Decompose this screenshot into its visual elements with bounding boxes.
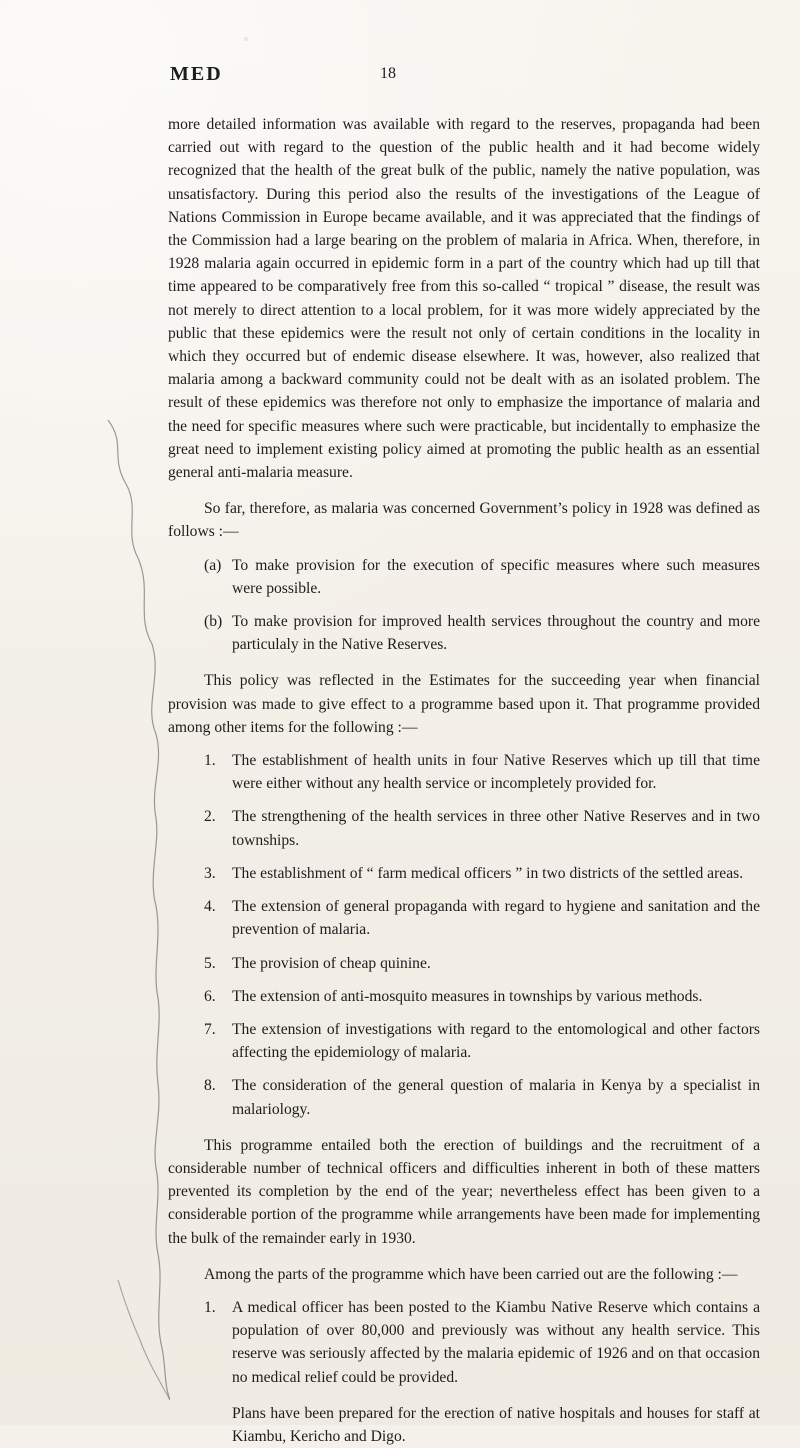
- programme-item-label: 1.: [204, 752, 216, 770]
- programme-item: [204, 749, 760, 795]
- carried-out-item-label: 1.: [204, 1298, 216, 1316]
- page-number: 18: [380, 65, 396, 82]
- margin-pencil-mark: [100, 420, 170, 1400]
- programme-item: [204, 862, 760, 885]
- programme-item-label: 6.: [204, 987, 216, 1005]
- programme-item-text: The provision of cheap quinine.: [232, 954, 431, 972]
- policy-item-label: (b): [204, 613, 223, 631]
- policy-item-label: (a): [204, 556, 222, 574]
- paragraph-intro: more detailed information was available with regard to the reserves, propaganda had been carried out with regard to the question of the public health and it had become widely recognized that the health of the great bulk of the public, namely the native population, was unsatisfactory. During this period also the results of the investigations of the League of Nations Commission in Europe became available, and it was appreciated that the findings of the Commission had a large bearing on the problem of malaria in Africa. When, therefore, in 1928 malaria again occurred in epidemic form in a part of the country which had up till that time appeared to be comparatively free from this so-called “ tropical ” disease, the result was not merely to direct attention to a local problem, for it was more widely appreciated by the public that these epidemics were the result not only of certain conditions in the locality in which they occurred but of endemic disease elsewhere. It was, however, also realized that malaria among a backward community could not be dealt with as an isolated problem. The result of these epidemics was therefore not only to emphasize the importance of malaria and the need for specific measures where such were practicable, but incidentally to emphasize the great need to implement existing policy aimed at promoting the public health as an essential general anti-malaria measure.: [168, 116, 760, 482]
- carried-out-item-text: A medical officer has been posted to the Kiambu Native Reserve which contains a population of over 80,000 and previously was without any health service. This reserve was seriously affected by the malaria epidemic of 1926 and on that occasion no medical relief could be provided.: [232, 1298, 760, 1386]
- programme-item: [204, 1018, 760, 1064]
- programme-item-text: The establishment of health units in four Native Reserves which up till that time were either without any health service or incompletely provided for.: [232, 752, 760, 793]
- paragraph-hospital-plans: Plans have been prepared for the erection of native hospitals and houses for staff at Kiambu, Kericho and Digo.: [232, 1404, 760, 1445]
- paragraph-carried-out: Among the parts of the programme which have been carried out are the following :—: [204, 1265, 738, 1283]
- programme-item-label: 3.: [204, 864, 216, 882]
- programme-item-label: 7.: [204, 1020, 216, 1038]
- policy-item-text: To make provision for improved health services throughout the country and more particulaly in the Native Reserves.: [232, 613, 760, 654]
- policy-item: [204, 610, 760, 656]
- programme-item-label: 8.: [204, 1077, 216, 1095]
- policy-item-text: To make provision for the execution of specific measures where such measures were possible.: [232, 556, 760, 597]
- programme-item-text: The establishment of “ farm medical officers ” in two districts of the settled areas.: [232, 864, 744, 882]
- programme-item: [204, 805, 760, 851]
- programme-item-label: 5.: [204, 954, 216, 972]
- programme-item: [204, 895, 760, 941]
- section-code: MED: [170, 63, 223, 85]
- paragraph-policy-definition: So far, therefore, as malaria was concerned Government’s policy in 1928 was defined as follows :—: [168, 500, 760, 541]
- programme-item-text: The extension of general propaganda with regard to hygiene and sanitation and the prevention of malaria.: [232, 898, 760, 939]
- paragraph-estimates: This policy was reflected in the Estimates for the succeeding year when financial provision was made to give effect to a programme based upon it. That programme provided among other items for the following :—: [168, 672, 760, 736]
- programme-item: [204, 952, 760, 975]
- programme-item-text: The extension of investigations with regard to the entomological and other factors affecting the epidemiology of malaria.: [232, 1020, 760, 1062]
- programme-item: [204, 1074, 760, 1120]
- carried-out-item: [204, 1296, 760, 1389]
- programme-item-text: The strengthening of the health services in three other Native Reserves and in two townships.: [232, 808, 760, 849]
- running-head: [170, 63, 630, 89]
- programme-item-label: 2.: [204, 808, 216, 826]
- page-content: [168, 113, 760, 1448]
- policy-item: [204, 554, 760, 600]
- paper-speck: [244, 37, 248, 41]
- paragraph-programme-status: This programme entailed both the erection of buildings and the recruitment of a considerable number of technical officers and difficulties inherent in both of these matters prevented its completion by the end of the year; nevertheless effect has been given to a considerable portion of the programme while arrangements have been made for implementing the bulk of the remainder early in 1930.: [168, 1136, 760, 1247]
- programme-item-text: The extension of anti-mosquito measures in townships by various methods.: [232, 987, 703, 1005]
- programme-item-label: 4.: [204, 898, 216, 916]
- programme-item-text: The consideration of the general question of malaria in Kenya by a specialist in malariology.: [232, 1077, 760, 1118]
- programme-item: [204, 985, 760, 1008]
